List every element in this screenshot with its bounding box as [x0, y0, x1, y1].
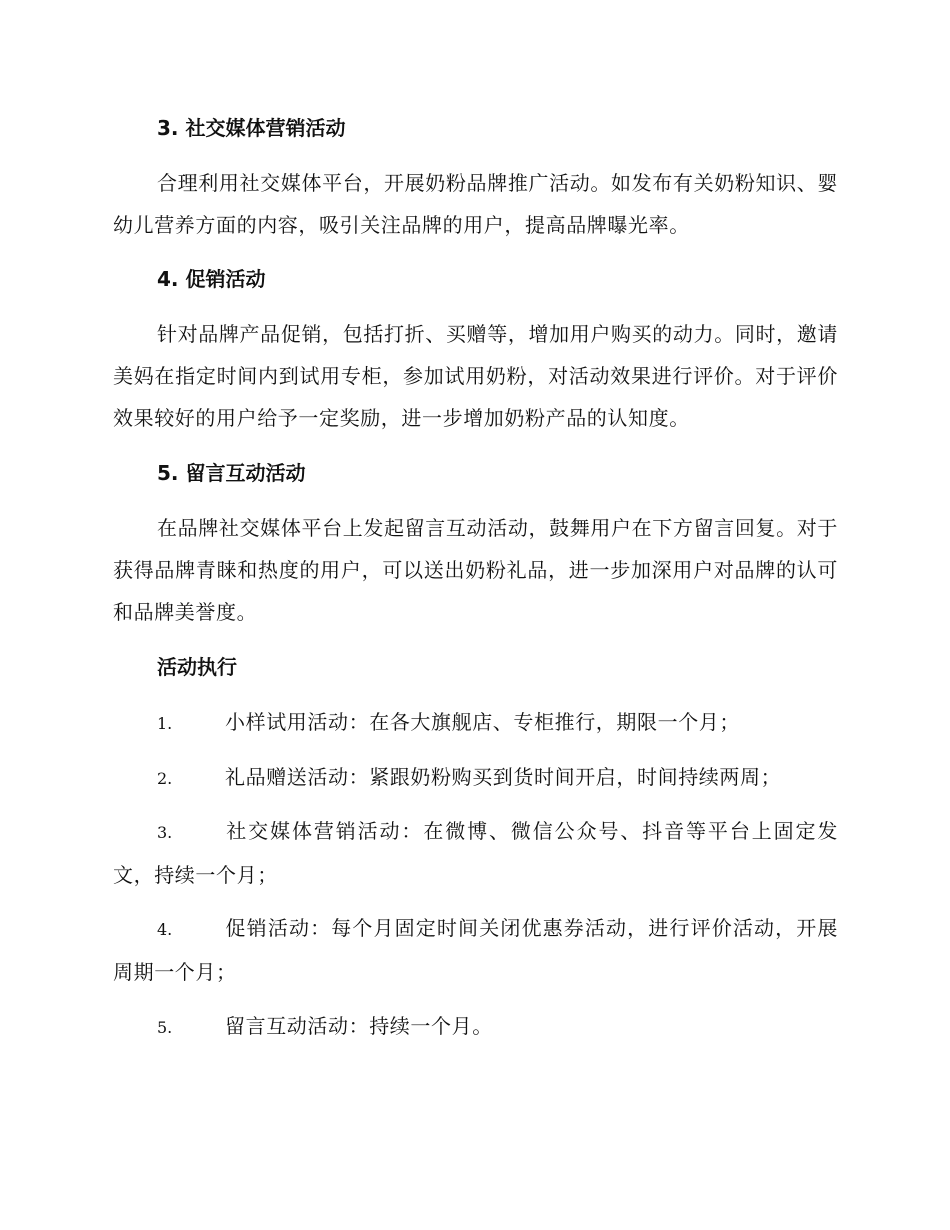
list-text: 社交媒体营销活动：在微博、微信公众号、抖音等平台上固定发文，持续一个月； — [113, 819, 838, 887]
section-body-comment-interaction: 在品牌社交媒体平台上发起留言互动活动，鼓舞用户在下方留言回复。对于获得品牌青睐和热度的用户，可以送出奶粉礼品，进一步加深用户对品牌的认可和品牌美誉度。 — [113, 516, 838, 624]
list-text: 留言互动活动：持续一个月。 — [225, 1014, 493, 1038]
list-number: 1. — [157, 714, 173, 733]
execution-list-item-5 — [113, 1005, 838, 1049]
execution-list-item-1 — [113, 701, 838, 745]
list-text: 促销活动：每个月固定时间关闭优惠券活动，进行评价活动，开展周期一个月； — [113, 916, 838, 984]
list-number: 2. — [157, 769, 173, 788]
section-body-social-media: 合理利用社交媒体平台，开展奶粉品牌推广活动。如发布有关奶粉知识、婴幼儿营养方面的内容，吸引关注品牌的用户，提高品牌曝光率。 — [113, 171, 838, 237]
section-body-promotion: 针对品牌产品促销，包括打折、买赠等，增加用户购买的动力。同时，邀请美妈在指定时间内到试用专柜，参加试用奶粉，对活动效果进行评价。对于评价效果较好的用户给予一定奖励，进一步增加奶粉产品的认知度。 — [113, 322, 838, 430]
list-number: 5. — [157, 1018, 173, 1037]
execution-heading: 活动执行 — [157, 655, 237, 679]
execution-list-item-3 — [113, 810, 838, 896]
section-heading-social-media: 3. 社交媒体营销活动 — [157, 116, 346, 140]
section-heading-comment-interaction: 5. 留言互动活动 — [157, 461, 306, 485]
list-text: 小样试用活动：在各大旗舰店、专柜推行，期限一个月； — [225, 710, 740, 734]
list-text: 礼品赠送活动：紧跟奶粉购买到货时间开启，时间持续两周； — [225, 765, 782, 789]
execution-list-item-2 — [113, 756, 838, 800]
list-number: 3. — [157, 823, 173, 842]
execution-list-item-4 — [113, 907, 838, 993]
section-heading-promotion: 4. 促销活动 — [157, 267, 266, 291]
list-number: 4. — [157, 920, 173, 939]
